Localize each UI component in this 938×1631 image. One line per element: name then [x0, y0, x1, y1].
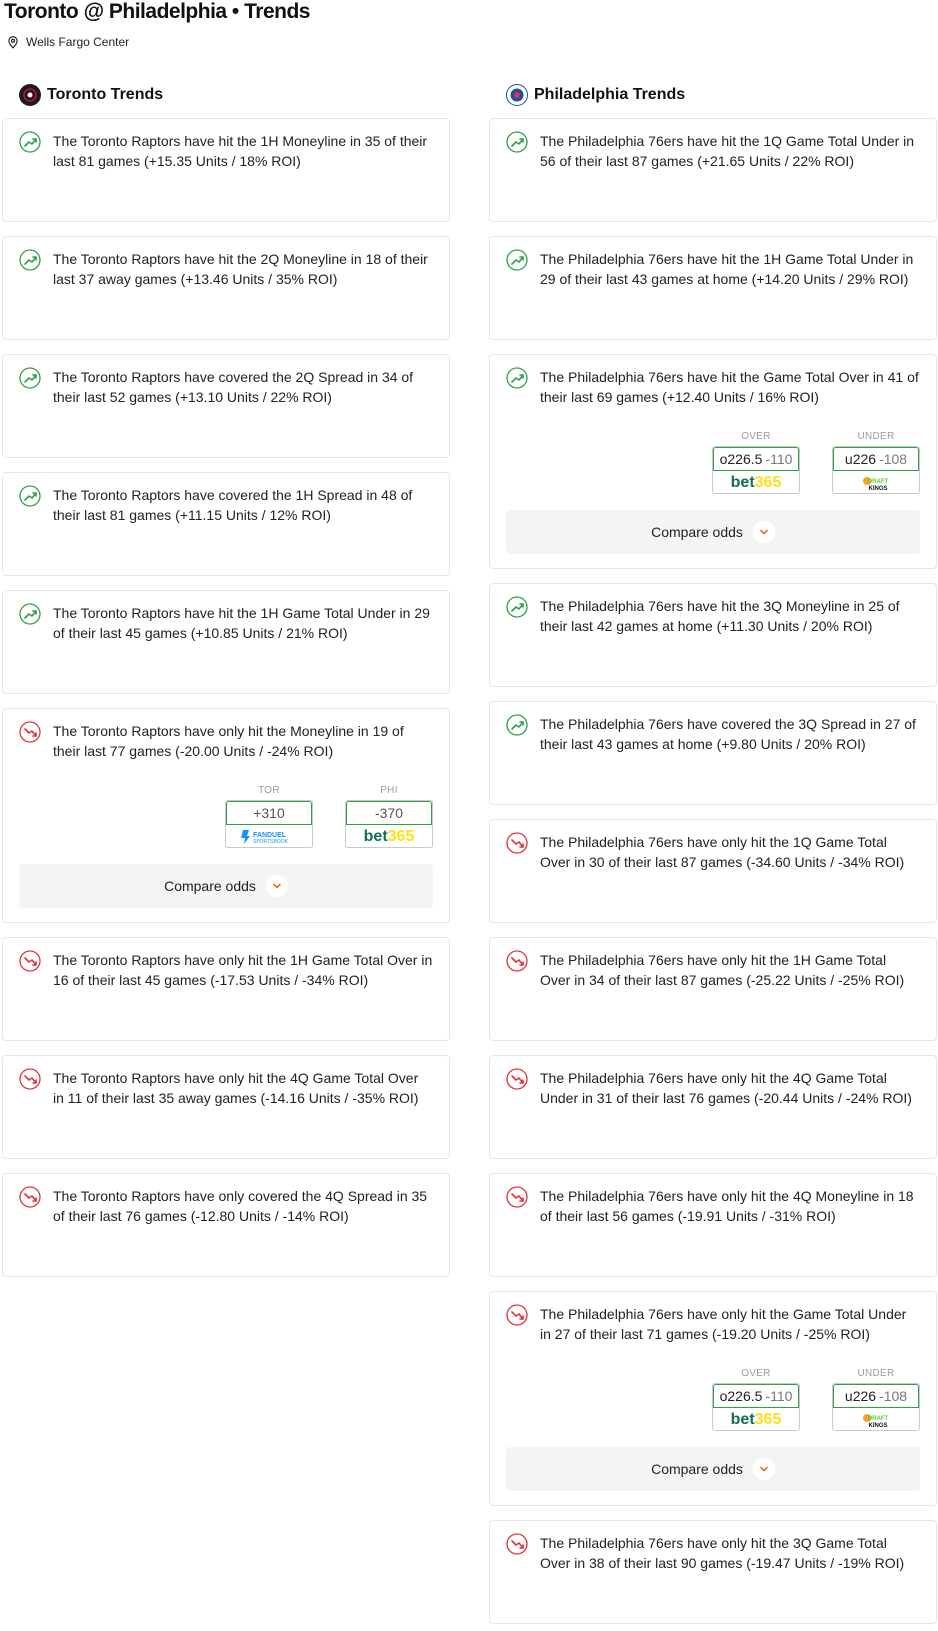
trend-text: The Philadelphia 76ers have covered the 3Q Spread in 27 of their last 43 games at home (+9.80 Units / 20% ROI)	[540, 716, 916, 752]
trend-text: The Toronto Raptors have only hit the 1H Game Total Over in 16 of their last 45 games (-17.53 Units / -34% ROI)	[53, 952, 433, 988]
odds-label: OVER	[741, 431, 771, 442]
fanduel-logo-icon	[226, 825, 312, 847]
odds-label: OVER	[741, 1368, 771, 1379]
chevron-down-icon	[753, 521, 775, 543]
trend-row	[506, 950, 920, 990]
toronto-trend-card	[2, 1055, 450, 1159]
philadelphia-trend-card	[489, 1173, 937, 1277]
trend-row	[506, 249, 920, 289]
trending-down-icon	[506, 950, 528, 977]
trend-row	[19, 950, 433, 990]
toronto-trends-column	[2, 82, 450, 1277]
trend-row	[506, 1068, 920, 1108]
philadelphia-trend-card	[489, 819, 937, 923]
odds-area	[506, 431, 920, 494]
odds-line: u226	[844, 1388, 877, 1404]
odds-value	[833, 447, 919, 471]
compare-odds-button[interactable]	[506, 1447, 920, 1491]
trend-text: The Philadelphia 76ers have hit the 1H Game Total Under in 29 of their last 43 games at home (+14.20 Units / 29% ROI)	[540, 251, 914, 287]
philadelphia-trend-card	[489, 1520, 937, 1624]
trend-text: The Toronto Raptors have covered the 1H Spread in 48 of their last 81 games (+11.15 Units / 12% ROI)	[53, 487, 413, 523]
toronto-trend-card	[2, 236, 450, 340]
trending-up-icon	[19, 131, 41, 158]
toronto-trend-card	[2, 708, 450, 923]
bet365-logo-icon	[713, 1408, 799, 1430]
toronto-trend-card	[2, 937, 450, 1041]
trend-row	[506, 832, 920, 872]
toronto-trends-header	[2, 82, 450, 108]
toronto-trend-card	[2, 472, 450, 576]
compare-odds-label: Compare odds	[164, 878, 256, 894]
odds-option	[832, 431, 920, 494]
odds-button[interactable]	[712, 1383, 800, 1431]
trend-row	[506, 1304, 920, 1344]
odds-price: -110	[765, 451, 793, 467]
chevron-down-icon	[753, 1458, 775, 1480]
odds-button[interactable]	[832, 446, 920, 494]
trend-text: The Philadelphia 76ers have only hit the 4Q Moneyline in 18 of their last 56 games (-19.91 Units / -31% ROI)	[540, 1188, 914, 1224]
trend-row	[19, 721, 433, 761]
trending-down-icon	[19, 950, 41, 977]
page-title: Toronto @ Philadelphia • Trends	[4, 0, 310, 23]
svg-text:DRAFT: DRAFT	[867, 1416, 889, 1422]
trend-row	[506, 131, 920, 171]
trend-text: The Toronto Raptors have only hit the Moneyline in 19 of their last 77 games (-20.00 Units / -24% ROI)	[53, 723, 404, 759]
trending-up-icon	[506, 714, 528, 741]
odds-area	[19, 785, 433, 848]
trending-up-icon	[19, 367, 41, 394]
trend-text: The Toronto Raptors have only covered the 4Q Spread in 35 of their last 76 games (-12.80 Units / -14% ROI)	[53, 1188, 428, 1224]
svg-text:bet365: bet365	[363, 828, 415, 845]
trending-down-icon	[506, 1068, 528, 1095]
philadelphia-trend-card	[489, 701, 937, 805]
philadelphia-trend-card	[489, 583, 937, 687]
odds-option	[225, 785, 313, 848]
philadelphia-trend-list	[489, 118, 937, 1624]
odds-option	[345, 785, 433, 848]
trend-row	[19, 1068, 433, 1108]
raptors-logo-icon	[19, 84, 41, 106]
philadelphia-trend-card	[489, 354, 937, 569]
svg-text:KINGS: KINGS	[868, 1423, 888, 1429]
odds-line: o226.5	[719, 1388, 763, 1404]
odds-option	[832, 1368, 920, 1431]
compare-odds-button[interactable]	[19, 864, 433, 908]
bet365-logo-icon	[713, 471, 799, 493]
trend-row	[506, 1186, 920, 1226]
svg-text:FANDUEL: FANDUEL	[253, 832, 287, 839]
trend-row	[19, 1186, 433, 1226]
philadelphia-trend-card	[489, 937, 937, 1041]
trending-down-icon	[19, 721, 41, 748]
compare-odds-button[interactable]	[506, 510, 920, 554]
odds-area	[506, 1368, 920, 1431]
philadelphia-trend-card	[489, 236, 937, 340]
philadelphia-trends-column	[489, 82, 937, 1624]
odds-price: +310	[253, 805, 285, 821]
trend-text: The Toronto Raptors have hit the 1H Moneyline in 35 of their last 81 games (+15.35 Units / 18% ROI)	[53, 133, 428, 169]
svg-text:SPORTSBOOK: SPORTSBOOK	[253, 839, 288, 845]
odds-price: -108	[879, 451, 908, 467]
odds-button[interactable]	[345, 800, 433, 848]
trending-down-icon	[506, 1533, 528, 1560]
venue	[6, 35, 129, 49]
toronto-trends-title: Toronto Trends	[47, 86, 164, 103]
trending-down-icon	[506, 832, 528, 859]
odds-option	[712, 431, 800, 494]
odds-line: o226.5	[719, 451, 763, 467]
odds-value	[226, 801, 312, 825]
odds-value	[346, 801, 432, 825]
philadelphia-trend-card	[489, 1055, 937, 1159]
chevron-down-icon	[266, 875, 288, 897]
compare-odds-label: Compare odds	[651, 1461, 743, 1477]
toronto-trend-card	[2, 118, 450, 222]
trend-text: The Philadelphia 76ers have only hit the 1Q Game Total Over in 30 of their last 87 games (-34.60 Units / -34% ROI)	[540, 834, 905, 870]
odds-button[interactable]	[832, 1383, 920, 1431]
svg-text:bet365: bet365	[730, 474, 782, 491]
svg-text:bet365: bet365	[730, 1411, 782, 1428]
trending-up-icon	[506, 596, 528, 623]
odds-label: PHI	[380, 785, 398, 796]
odds-option	[712, 1368, 800, 1431]
svg-text:DRAFT: DRAFT	[867, 479, 889, 485]
trending-up-icon	[506, 367, 528, 394]
toronto-trend-list	[2, 118, 450, 1277]
odds-button[interactable]	[225, 800, 313, 848]
trending-down-icon	[19, 1068, 41, 1095]
odds-label: UNDER	[857, 1368, 895, 1379]
trend-row	[506, 1533, 920, 1573]
trend-row	[19, 131, 433, 171]
trend-text: The Toronto Raptors have covered the 2Q Spread in 34 of their last 52 games (+13.10 Units / 22% ROI)	[53, 369, 414, 405]
trend-text: The Toronto Raptors have hit the 1H Game Total Under in 29 of their last 45 games (+10.85 Units / 21% ROI)	[53, 605, 430, 641]
odds-line: u226	[844, 451, 877, 467]
draftkings-logo-icon	[833, 1408, 919, 1430]
odds-value	[833, 1384, 919, 1408]
trend-text: The Philadelphia 76ers have hit the 1Q Game Total Under in 56 of their last 87 games (+21.65 Units / 22% ROI)	[540, 133, 915, 169]
venue-name: Wells Fargo Center	[26, 35, 130, 49]
odds-label: UNDER	[857, 431, 895, 442]
trend-text: The Philadelphia 76ers have hit the Game Total Over in 41 of their last 69 games (+12.40 Units / 16% ROI)	[540, 369, 919, 405]
philadelphia-trend-card	[489, 118, 937, 222]
odds-value	[713, 1384, 799, 1408]
philadelphia-trend-card	[489, 1291, 937, 1506]
svg-text:KINGS: KINGS	[868, 486, 888, 492]
philadelphia-trends-header	[489, 82, 937, 108]
trending-up-icon	[19, 603, 41, 630]
trend-text: The Philadelphia 76ers have only hit the Game Total Under in 27 of their last 71 games (-19.20 Units / -25% ROI)	[540, 1306, 907, 1342]
trend-row	[19, 485, 433, 525]
toronto-trend-card	[2, 590, 450, 694]
toronto-trend-card	[2, 354, 450, 458]
draftkings-logo-icon	[833, 471, 919, 493]
toronto-trend-card	[2, 1173, 450, 1277]
odds-value	[713, 447, 799, 471]
trending-down-icon	[506, 1186, 528, 1213]
trend-text: The Philadelphia 76ers have hit the 3Q Moneyline in 25 of their last 42 games at home (+11.30 Units / 20% ROI)	[540, 598, 900, 634]
odds-price: -370	[374, 805, 404, 821]
76ers-logo-icon	[506, 84, 528, 106]
trending-up-icon	[506, 131, 528, 158]
compare-odds-label: Compare odds	[651, 524, 743, 540]
trend-row	[506, 714, 920, 754]
trend-text: The Toronto Raptors have hit the 2Q Moneyline in 18 of their last 37 away games (+13.46 Units / 35% ROI)	[53, 251, 428, 287]
bet365-logo-icon	[346, 825, 432, 847]
trend-row	[19, 367, 433, 407]
location-pin-icon	[6, 35, 20, 49]
trending-up-icon	[19, 485, 41, 512]
trend-row	[19, 249, 433, 289]
trending-down-icon	[506, 1304, 528, 1331]
odds-price: -108	[879, 1388, 908, 1404]
trend-row	[506, 596, 920, 636]
trend-row	[19, 603, 433, 643]
odds-label: TOR	[258, 785, 280, 796]
trend-text: The Toronto Raptors have only hit the 4Q Game Total Over in 11 of their last 35 away games (-14.16 Units / -35% ROI)	[53, 1070, 419, 1106]
odds-price: -110	[765, 1388, 793, 1404]
trend-row	[506, 367, 920, 407]
trend-text: The Philadelphia 76ers have only hit the 1H Game Total Over in 34 of their last 87 games (-25.22 Units / -25% ROI)	[540, 952, 905, 988]
trend-text: The Philadelphia 76ers have only hit the 3Q Game Total Over in 38 of their last 90 games (-19.47 Units / -19% ROI)	[540, 1535, 905, 1571]
odds-button[interactable]	[712, 446, 800, 494]
trending-up-icon	[506, 249, 528, 276]
trending-down-icon	[19, 1186, 41, 1213]
trend-text: The Philadelphia 76ers have only hit the 4Q Game Total Under in 31 of their last 76 games (-20.44 Units / -24% ROI)	[540, 1070, 912, 1106]
philadelphia-trends-title: Philadelphia Trends	[534, 86, 686, 103]
trending-up-icon	[19, 249, 41, 276]
